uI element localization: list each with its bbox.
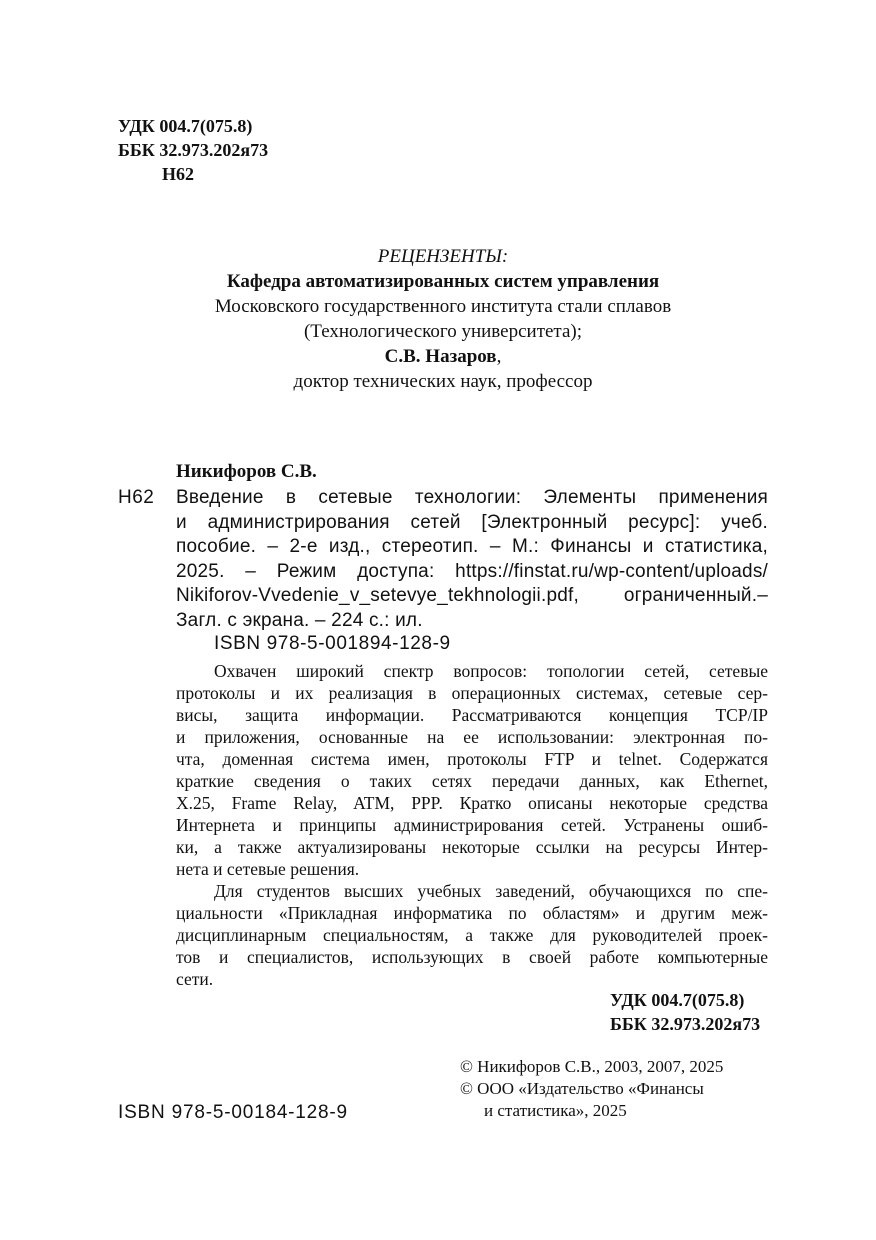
annotation-line: Охвачен широкий спектр вопросов: топологии сетей, сетевые [214, 661, 768, 681]
classification-block-bottom [610, 988, 760, 1036]
bbk-code: ББК 32.973.202я73 [610, 1014, 761, 1034]
copyright-publisher-cont: и статистика», 2025 [484, 1101, 627, 1120]
annotation-line: протоколы и их реализация в операционных системах, сетевые сер- [176, 683, 768, 703]
bbk-code: ББК 32.973.202я73 [118, 140, 269, 160]
annotation-line: нета и сетевые решения. [176, 859, 360, 879]
reviewer-person-suffix: , [496, 346, 502, 367]
annotation-block [176, 660, 768, 990]
annotation-line: висы, защита информации. Рассматриваются концепция TCP/IP [176, 705, 768, 725]
bibliography-line: Nikiforov-Vvedenie_v_setevye_tekhnologii.pdf, ограниченный.– [176, 585, 768, 606]
annotation-line: циальности «Прикладная информатика по областям» и другим меж- [176, 903, 768, 923]
reviewer-org-line-2: Московского государственного института стали сплавов [214, 296, 672, 317]
reviewers-heading: РЕЦЕНЗЕНТЫ: [377, 246, 509, 267]
bibliography-line: 2025. – Режим доступа: https://finstat.ru/wp-content/uploads/ [176, 560, 768, 582]
annotation-line: ки, а также актуализированы некоторые ссылки на ресурсы Интер- [176, 837, 768, 857]
reviewer-org-line-1: Кафедра автоматизированных систем управления [226, 271, 660, 292]
annotation-line: краткие сведения о таких сетях передачи данных, как Ethernet, [176, 771, 768, 791]
bibliography-line: пособие. – 2-е изд., стереотип. – М.: Финансы и статистика, [176, 536, 768, 557]
udk-code: УДК 004.7(075.8) [610, 990, 745, 1010]
bibliography-author: Никифоров С.В. [176, 461, 317, 482]
copyright-author: © Никифоров С.В., 2003, 2007, 2025 [460, 1057, 724, 1076]
isbn-bottom: ISBN 978-5-00184-128-9 [118, 1102, 348, 1123]
annotation-line: и приложения, основанные на ее использовании: электронная по- [176, 727, 768, 747]
annotation-line: сети. [176, 969, 214, 989]
bibliography-line: Введение в сетевые технологии: Элементы применения [176, 487, 768, 508]
copyright-publisher: © ООО «Издательство «Финансы [460, 1079, 704, 1098]
bibliography-line: Загл. с экрана. – 224 с.: ил. [176, 609, 423, 631]
classification-block-top [118, 114, 268, 186]
bibliography-description [176, 486, 768, 633]
reviewers-block [118, 244, 768, 394]
reviewer-person-title: доктор технических наук, профессор [293, 371, 593, 392]
annotation-line: Интернета и принципы администрирования сетей. Устранены ошиб- [176, 815, 768, 835]
annotation-line: чта, доменная система имен, протоколы FTP и telnet. Содержатся [176, 749, 768, 769]
reviewer-person-name: С.В. Назаров [384, 346, 497, 367]
annotation-line: Для студентов высших учебных заведений, обучающихся по спе- [214, 881, 768, 901]
call-number: Н62 [118, 487, 155, 508]
annotation-line: тов и специалистов, использующих в своей работе компьютерные [176, 947, 768, 967]
author-sign: Н62 [162, 164, 195, 184]
bibliography-isbn: ISBN 978-5-001894-128-9 [214, 633, 451, 654]
reviewer-org-line-3: (Технологического университета); [303, 321, 583, 342]
reviewer-person [118, 344, 768, 369]
annotation-line: X.25, Frame Relay, ATM, PPP. Кратко описаны некоторые средства [176, 793, 768, 813]
annotation-line: дисциплинарным специальностям, а также для руководителей проек- [176, 925, 768, 945]
udk-code: УДК 004.7(075.8) [118, 116, 253, 136]
copyright-block [460, 1056, 723, 1122]
bibliography-line: и администрирования сетей [Электронный ресурс]: учеб. [176, 511, 768, 533]
